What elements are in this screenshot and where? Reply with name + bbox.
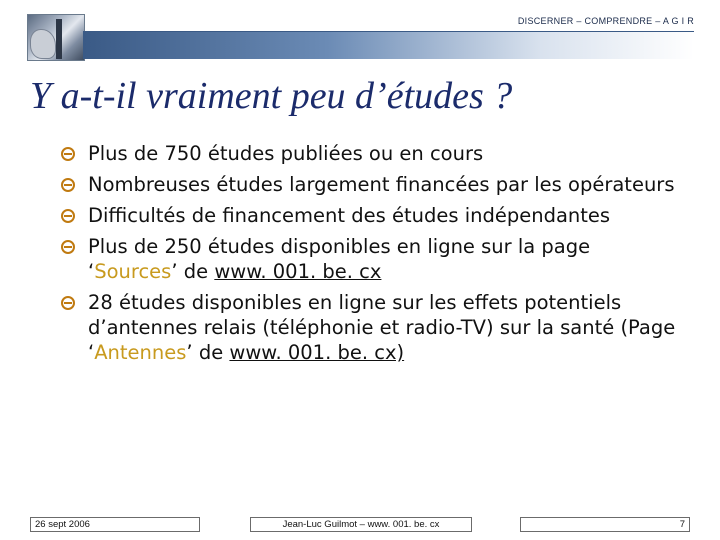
bullet-text-middle: ’ de <box>186 341 230 364</box>
bullet-item-4 <box>60 234 680 284</box>
bullet-item-3 <box>60 203 680 228</box>
bullet-text-middle: ’ de <box>171 260 215 283</box>
bullet-item-5 <box>60 290 680 365</box>
bullet-text-start: Plus de 250 études disponibles en ligne sur la page ‘ <box>88 235 591 283</box>
logo-rock-shape <box>30 29 56 59</box>
header-logo-image <box>27 14 85 61</box>
bullet-circle-icon <box>61 296 75 310</box>
bullet-circle-icon <box>61 209 75 223</box>
sources-page-label: Sources <box>94 260 172 283</box>
header-tagline: DISCERNER – COMPRENDRE – A G I R <box>517 16 694 26</box>
slide-title: Y a-t-il vraiment peu d’études ? <box>30 75 513 117</box>
footer-date: 26 sept 2006 <box>30 517 200 532</box>
footer-page-number: 7 <box>520 517 690 532</box>
bullet-text-start: 28 études disponibles en ligne sur les effets potentiels d’antennes relais (téléphonie et radio-TV) sur la santé (Page ‘ <box>88 291 676 364</box>
bullet-list <box>60 141 680 371</box>
bullet-circle-icon <box>61 240 75 254</box>
bullet-text: Nombreuses études largement financées par les opérateurs <box>88 173 675 196</box>
header-gradient-bar <box>83 32 694 59</box>
footer-author: Jean-Luc Guilmot – www. 001. be. cx <box>250 517 472 532</box>
logo-antenna-tower-icon <box>56 19 62 59</box>
bullet-item-2 <box>60 172 680 197</box>
antennes-page-label: Antennes <box>94 341 187 364</box>
bullet-text: Plus de 750 études publiées ou en cours <box>88 142 484 165</box>
website-link[interactable]: www. 001. be. cx) <box>229 341 405 364</box>
website-link[interactable]: www. 001. be. cx <box>214 260 382 283</box>
bullet-circle-icon <box>61 178 75 192</box>
bullet-circle-icon <box>61 147 75 161</box>
bullet-item-1 <box>60 141 680 166</box>
bullet-text: Difficultés de financement des études indépendantes <box>88 204 611 227</box>
